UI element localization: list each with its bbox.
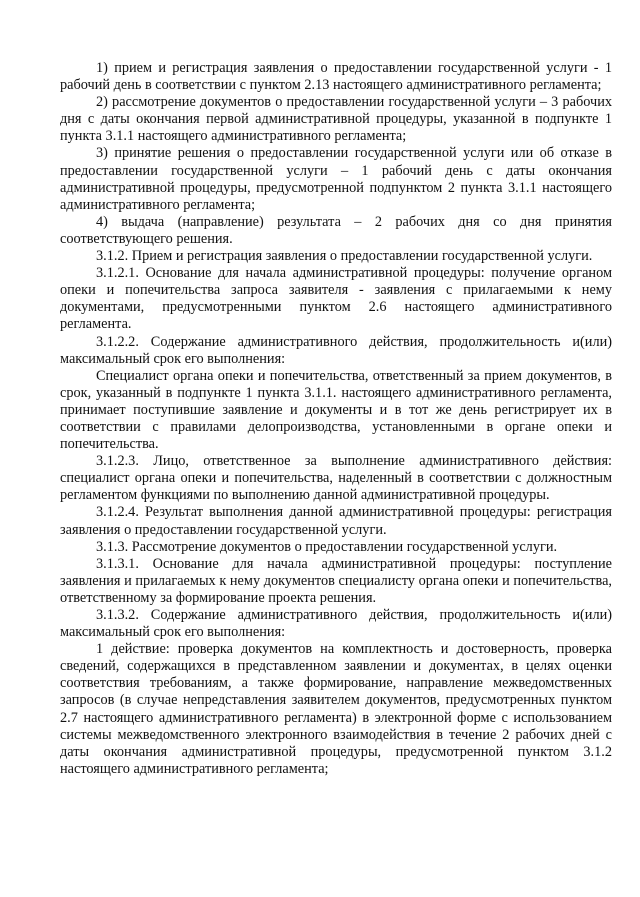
paragraph-stage-2: 2) рассмотрение документов о предоставлении государственной услуги – 3 рабочих дня с даты окончания первой административной процедуры, указанной в подпункте 1 пункта 3.1.1 настоящего административного регламента; — [60, 94, 612, 145]
paragraph-stage-4: 4) выдача (направление) результата – 2 рабочих дня со дня принятия соответствующего решения. — [60, 213, 612, 247]
paragraph-3-1-2-2: 3.1.2.2. Содержание административного действия, продолжительность и(или) максимальный срок его выполнения: — [60, 333, 612, 367]
paragraph-3-1-2-1: 3.1.2.1. Основание для начала административной процедуры: получение органом опеки и попечительства запроса заявителя - заявления с прилагаемыми к нему документами, предусмотренными пунктом 2.6 настоящего административного регламента. — [60, 265, 612, 333]
document-page — [60, 60, 612, 778]
paragraph-stage-3: 3) принятие решения о предоставлении государственной услуги или об отказе в предоставлении государственной услуги – 1 рабочий день с даты окончания административной процедуры, предусмотренной подпунктом 2 пункта 3.1.1 настоящего административного регламента; — [60, 145, 612, 213]
section-heading-3-1-3: 3.1.3. Рассмотрение документов о предоставлении государственной услуги. — [96, 538, 558, 555]
paragraph-3-1-3-1: 3.1.3.1. Основание для начала административной процедуры: поступление заявления и прилагаемых к нему документов специалисту органа опеки и попечительства, ответственному за формирование проекта решения. — [60, 555, 612, 606]
paragraph-3-1-2-4: 3.1.2.4. Результат выполнения данной административной процедуры: регистрация заявления о предоставлении государственной услуги. — [60, 504, 612, 538]
paragraph-action-1: 1 действие: проверка документов на комплектность и достоверность, проверка сведений, содержащихся в представленном заявлении и документах, в целях оценки соответствия требованиям, а также формирование, направление межведомственных запросов (в случае непредставления заявителем документов, предусмотренных пунктом 2.7 настоящего административного регламента) в электронной форме с использованием системы межведомственного электронного взаимодействия в течение 2 рабочих дней с даты окончания административной процедуры, предусмотренной пунктом 3.1.2 настоящего административного регламента; — [60, 641, 612, 777]
paragraph-stage-1: 1) прием и регистрация заявления о предоставлении государственной услуги - 1 рабочий день в соответствии с пунктом 2.13 настоящего административного регламента; — [60, 60, 612, 94]
paragraph-specialist-duties: Специалист органа опеки и попечительства, ответственный за прием документов, в срок, указанный в подпункте 1 пункта 3.1.1. настоящего административного регламента, принимает поступившие заявление и документы и в тот же день регистрирует их в соответствии с правилами делопроизводства, установленными в органе опеки и попечительства. — [60, 367, 612, 453]
paragraph-3-1-2-3: 3.1.2.3. Лицо, ответственное за выполнение административного действия: специалист органа опеки и попечительства, наделенный в соответствии с должностным регламентом функциями по выполнению данной административной процедуры. — [60, 453, 612, 504]
section-heading-3-1-2: 3.1.2. Прием и регистрация заявления о предоставлении государственной услуги. — [96, 248, 593, 265]
paragraph-3-1-3-2: 3.1.3.2. Содержание административного действия, продолжительность и(или) максимальный срок его выполнения: — [60, 607, 612, 641]
